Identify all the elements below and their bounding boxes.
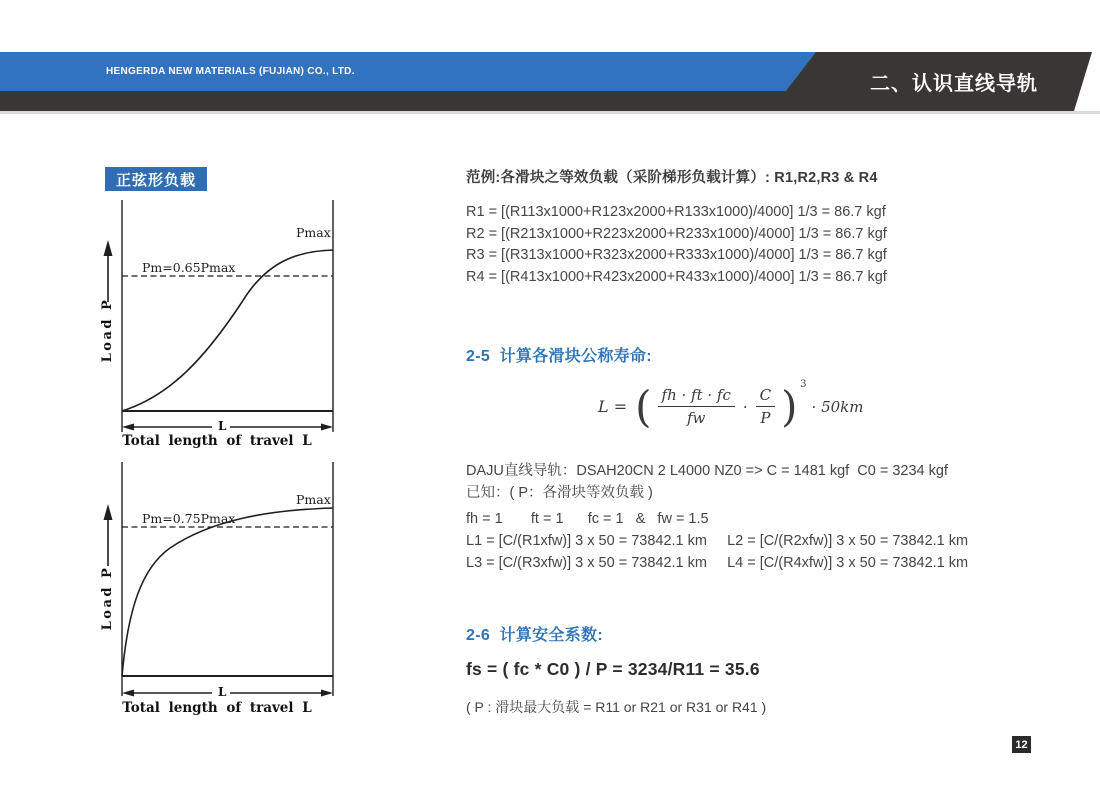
chart-sinusoidal-load-1 [90, 198, 346, 454]
p-note-line: ( P : 滑块最大负载 = R11 or R21 or R31 or R41 ) [466, 699, 767, 715]
formula-fraction-factors [658, 386, 735, 427]
formula-numerator-1: fh · ft · fc [658, 386, 735, 407]
formula-denominator-1: fw [686, 409, 706, 427]
equation-line-r2: R2 = [(R213x1000+R223x2000+R233x1000)/4000] 1/3 = 86.7 kgf [466, 225, 887, 242]
chart1-pm-label: Pm=0.65Pmax [142, 260, 236, 275]
daju-spec-line: DAJU直线导轨：DSAH20CN 2 L4000 NZ0 => C = 1481 kgf C0 = 3234 kgf [466, 463, 948, 479]
chart-sinusoidal-load-2 [90, 460, 346, 720]
chart2-caption: Total length of travel L [122, 700, 312, 716]
life-line-l1-l2: L1 = [C/(R1xfw)] 3 x 50 = 73842.1 km L2 = [C/(R2xfw)] 3 x 50 = 73842.1 km [466, 533, 969, 549]
chart1-caption: Total length of travel L [122, 433, 312, 449]
example-heading: 范例:各滑块之等效负载（采阶梯形负载计算）: R1,R2,R3 & R4 [466, 170, 878, 186]
formula-denominator-2: P [760, 409, 771, 427]
chart2-y-axis-label: Load P [100, 565, 115, 631]
formula-exponent: 3 [800, 378, 807, 390]
section-2-6-heading: 2-6 计算安全系数: [466, 627, 603, 644]
header-underline [0, 111, 1100, 114]
chart1-y-axis-label: Load P [100, 297, 115, 363]
formula-close-paren: ) [781, 381, 798, 431]
chart1-length-label: L [218, 419, 227, 433]
chart2-pm-label: Pm=0.75Pmax [142, 511, 236, 526]
section-2-5-heading: 2-5 计算各滑块公称寿命: [466, 348, 652, 365]
equation-line-r1: R1 = [(R113x1000+R123x2000+R133x1000)/4000] 1/3 = 86.7 kgf [466, 204, 886, 220]
known-line: 已知：( P：各滑块等效负载 ) [466, 485, 653, 501]
formula-numerator-2: C [756, 386, 775, 407]
formula-fraction-cp [756, 386, 775, 427]
formula-tail: · 50km [811, 397, 864, 416]
factors-line: fh = 1 ft = 1 fc = 1 & fw = 1.5 [466, 511, 709, 527]
section-title: 二、认识直线导轨 [870, 73, 1038, 95]
formula-open-paren: ( [635, 381, 652, 431]
chart2-length-label: L [218, 685, 227, 699]
page-number-badge: 12 [1012, 736, 1031, 753]
formula-dot: · [742, 397, 748, 416]
equation-line-r4: R4 = [(R413x1000+R423x2000+R433x1000)/4000] 1/3 = 86.7 kgf [466, 268, 887, 285]
formula-close-group [781, 378, 807, 431]
equation-line-r3: R3 = [(R313x1000+R323x2000+R333x1000)/4000] 1/3 = 86.7 kgf [466, 247, 887, 263]
chart2-pmax-label: Pmax [296, 492, 331, 507]
chart1-pmax-label: Pmax [296, 225, 331, 240]
company-name: HENGERDA NEW MATERIALS (FUJIAN) CO., LTD. [106, 66, 355, 77]
life-line-l3-l4: L3 = [C/(R3xfw)] 3 x 50 = 73842.1 km L4 = [C/(R4xfw)] 3 x 50 = 73842.1 km [466, 554, 969, 571]
life-formula [598, 378, 864, 431]
formula-lhs: L = [598, 397, 628, 416]
safety-factor-line: fs = ( fc * C0 ) / P = 3234/R11 = 35.6 [466, 659, 760, 679]
sinusoidal-load-badge: 正弦形负载 [105, 167, 207, 191]
